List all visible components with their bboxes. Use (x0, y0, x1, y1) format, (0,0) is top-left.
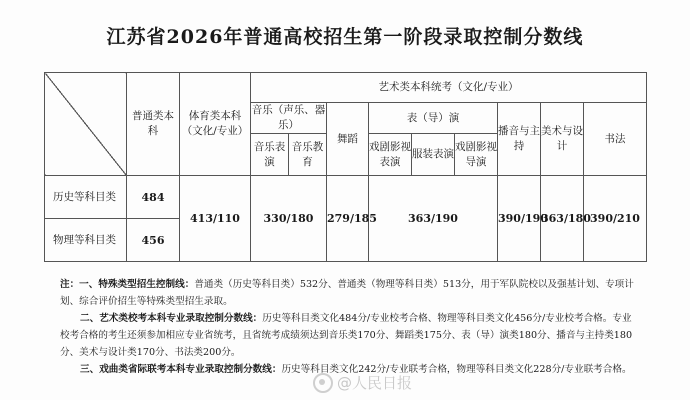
header-regular: 普通类本科 (127, 73, 180, 176)
header-costume: 服装表演 (412, 134, 455, 176)
note-2 (60, 310, 640, 361)
note-3-prefix: 三、 (80, 364, 100, 375)
header-fineart: 美术与设计 (541, 103, 584, 176)
header-music: 音乐（声乐、器乐） (251, 103, 327, 134)
note-2-heading: 艺术类校考本科专业录取控制分数线： (99, 313, 263, 324)
header-perform: 表（导）演 (369, 103, 498, 134)
note-1-heading: 特殊类型招生控制线： (98, 279, 195, 290)
note-1 (60, 276, 640, 310)
watermark (313, 372, 412, 393)
cell-regular-history: 484 (127, 176, 180, 219)
header-music-edu: 音乐教育 (289, 134, 327, 176)
cell-perform: 363/190 (369, 176, 498, 262)
row-label-history: 历史等科目类 (45, 176, 127, 219)
header-dance: 舞蹈 (327, 103, 369, 176)
weibo-logo-icon (313, 373, 333, 393)
note-1-prefix: 注：一、 (60, 279, 99, 290)
header-art: 艺术类本科统考（文化/专业） (251, 73, 647, 103)
cell-regular-physics: 456 (127, 219, 180, 262)
cell-broadcast: 390/190 (498, 176, 541, 262)
notes (60, 276, 640, 378)
page-title: 江苏省2026年普通高校招生第一阶段录取控制分数线 (106, 26, 584, 48)
row-label-physics: 物理等科目类 (45, 219, 127, 262)
header-pe: 体育类本科（文化/专业） (180, 73, 251, 176)
cell-fineart: 363/180 (541, 176, 584, 262)
header-drama-perf: 戏剧影视表演 (369, 134, 412, 176)
watermark-text: @人民日报 (337, 374, 413, 392)
cell-calligraphy: 390/210 (584, 176, 647, 262)
header-music-perf: 音乐表演 (251, 134, 289, 176)
diagonal-header-cell (45, 73, 127, 176)
note-3-heading: 戏曲类省际联考本科专业录取控制分数线： (99, 364, 282, 375)
note-3-text: 历史等科目类文化242分/专业联考合格，物理等科目类文化228分/专业联考合格。 (281, 364, 632, 375)
cell-dance: 279/185 (327, 176, 369, 262)
header-calligraphy: 书法 (584, 103, 647, 176)
cell-pe: 413/110 (180, 176, 251, 262)
header-drama-dir: 戏剧影视导演 (455, 134, 498, 176)
note-1-text: 普通类（历史等科目类）532分、普通类（物理等科目类）513分，用于军队院校以及强基计划、专项计划、综合评价招生等特殊类型招生录取。 (60, 279, 634, 307)
header-broadcast: 播音与主持 (498, 103, 541, 176)
score-table (44, 72, 647, 262)
note-2-text: 历史等科目类文化484分/专业校考合格、物理等科目类文化456分/专业校考合格。专业校考合格的考生还须参加相应专业省统考，且省统考成绩须达到音乐类170分、舞蹈类175分、表（导）演类180分、播音与主持类180分、美术与设计类170分、书法类200分。 (60, 313, 633, 358)
cell-music: 330/180 (251, 176, 327, 262)
note-2-prefix: 二、 (80, 313, 100, 324)
